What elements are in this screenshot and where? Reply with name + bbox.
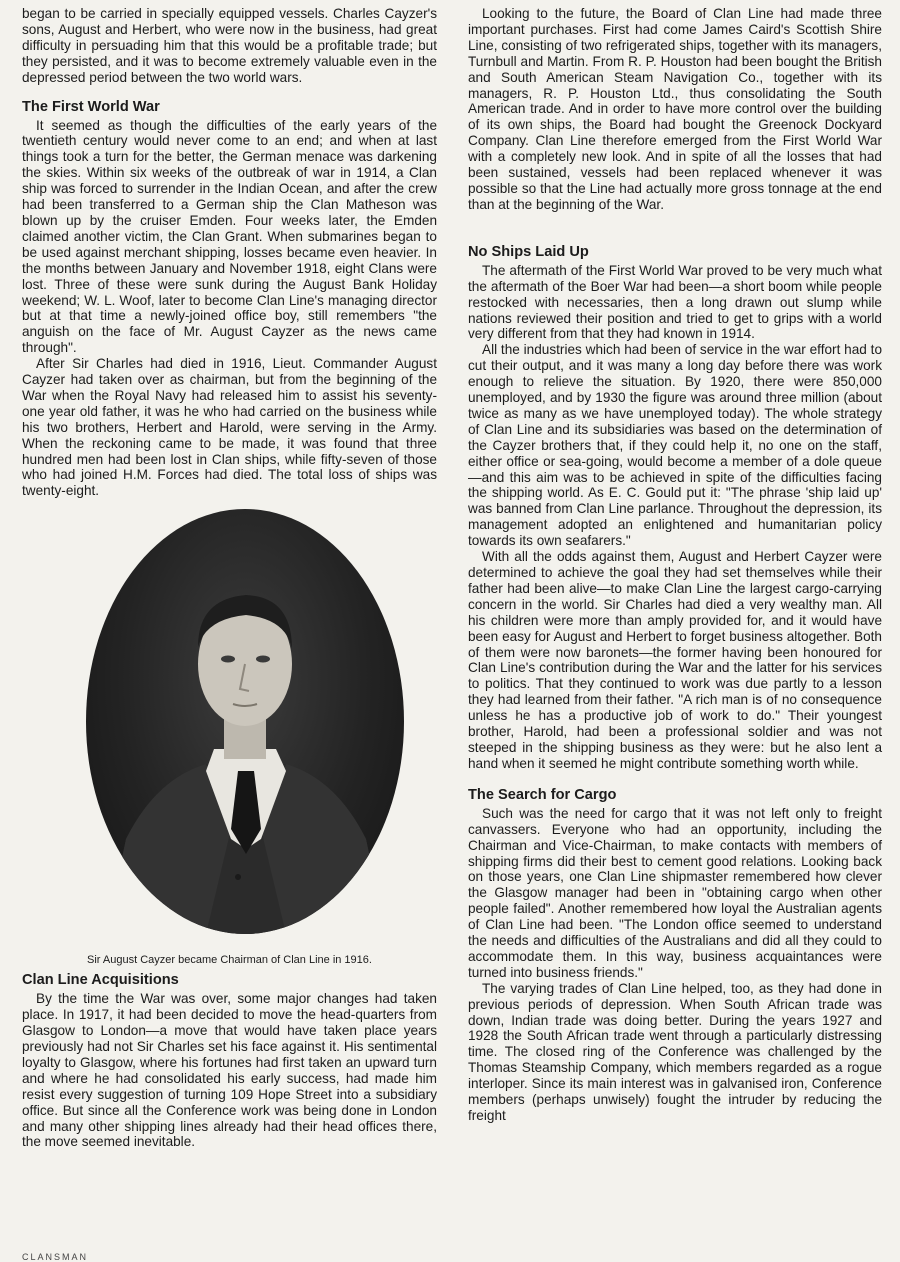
paragraph-war-2: After Sir Charles had died in 1916, Lieut. Commander August Cayzer had taken over as chairman, but from the beginning of the War when the Royal Navy had released him to assist his seventy-one year old father, it was he who had carried on the business while his two brothers, Herbert and Harold, were serving in the Army. When the reckoning came to be made, it was found that three hundred men had been lost in Clan ships, while fifty-seven of those who had joined H.M. Forces had died. The total loss of ships was twenty-eight. (22, 356, 437, 499)
photo-caption: Sir August Cayzer became Chairman of Clan Line in 1916. (87, 954, 372, 967)
paragraph-acquisitions: By the time the War was over, some major changes had taken place. In 1917, it had been decided to move the head-quarters from Glasgow to London—a move that would have taken place years previously had not Sir Charles set his face against it. His sentimental loyalty to Glasgow, where his fortunes had first taken an upward turn and where he had consolidated his early success, had made him resist every suggestion of turning 109 Hope Street into a subsidiary office. But since all the Conference work was being done in London and many other shipping lines already had their head offices there, the move seemed inevitable. (22, 991, 437, 1150)
portrait-illustration (86, 509, 404, 934)
heading-clan-line-acquisitions: Clan Line Acquisitions (22, 972, 179, 989)
paragraph-intro: began to be carried in specially equipped vessels. Charles Cayzer's sons, August and Herbert, who were now in the business, had great difficulty in persuading him that this would be a profitable trade; but they persisted, and it was to become extremely valuable even in the depressed period between the two world wars. (22, 6, 437, 85)
heading-no-ships-laid-up: No Ships Laid Up (468, 243, 589, 260)
paragraph-no-ships-2: All the industries which had been of service in the war effort had to cut their output, and it was many a long day before there was work enough to relieve the situation. By 1920, there were 850,000 unemployed, and by 1930 the figure was around three million (about twice as many as we have unemployed today). The whole strategy of Clan Line and its subsidiaries was based on the determination of the Cayzer brothers that, if they could help it, no one on the staff, either office or sea-going, would become a member of a dole queue—and this aim was to be achieved in spite of the difficulties facing the shipping world. As E. C. Gould put it: "The phrase 'ship laid up' was banned from Clan Line parlance. Throughout the depression, its management adopted an enlightened and humanitarian policy towards its own seafarers." (468, 342, 882, 549)
left-column (22, 6, 437, 1150)
portrait-photo (86, 509, 404, 934)
right-column (468, 6, 882, 1124)
paragraph-no-ships-3: With all the odds against them, August and Herbert Cayzer were determined to achieve the goal they had set themselves while their father had been alive—to make Clan Line the largest cargo-carrying concern in the world. Sir Charles had died a very wealthy man. All his children were more than amply provided for, and it would have been easy for August and Herbert to forget business altogether. Both of them were now baronets—the former having been honoured for Clan Line's contribution during the War and the latter for his services to politics. That they continued to work was due partly to a lesson they had learned from their father. "A rich man is of no consequence unless he has a productive job of work to do." Their youngest brother, Harold, had been a professional soldier and was not steeped in the shipping business as they were: but he also lent a hand when it seemed he might contribute something worth while. (468, 549, 882, 771)
paragraph-war-1: It seemed as though the difficulties of the early years of the twentieth century would never come to an end; and when at last things took a turn for the better, the German menace was darkening the skies. Within six weeks of the outbreak of war in 1914, a Clan ship was forced to surrender in the Indian Ocean, and after the crew had been transferred to a German ship the Clan Matheson was blown up by the cruiser Emden. Four weeks later, the Emden claimed another victim, the Clan Grant. When submarines began to be used against merchant shipping, losses became even heavier. In the months between January and November 1918, eight Clans were lost. Three of these were sunk during the August Bank Holiday weekend; W. L. Woof, later to become Clan Line's managing director but at that time a newly-joined office boy, still remembers "the anguish on the face of Mr. August Cayzer as the news came through". (22, 117, 437, 356)
portrait-figure (22, 509, 437, 949)
paragraph-future: Looking to the future, the Board of Clan Line had made three important purchases. First had come James Caird's Scottish Shire Line, consisting of two refrigerated ships, together with its managers, Turnbull and Martin. From R. P. Houston had been bought the British and South American Steam Navigation Co., together with its managers, R. P. Houston Ltd., thus consolidating the South American trade. And in order to have more control over the building of its own ships, the Board had bought the Greenock Dockyard Company. Clan Line therefore emerged from the First World War with a completely new look. And in spite of all the losses that had been sustained, vessels had been replaced whenever it was possible so that the Line had actually more gross tonnage at the end than at the beginning of the War. (468, 6, 882, 212)
paragraph-search-1: Such was the need for cargo that it was not left only to freight canvassers. Everyone who had an opportunity, including the Chairman and Vice-Chairman, to make contacts with members of shipping firms did their best to cement good relations. Looking back on those years, one Clan Line shipmaster remembered how clever the Glasgow manager had been in "obtaining cargo when other people failed". Another remembered how loyal the Australian agents of Clan Line had been. "The London office seemed to understand the needs and difficulties of the Australians and did all they could to accommodate them. In this way, business acquaintances were turned into business friends." (468, 805, 882, 980)
footer-publication-mark: CLANSMAN (22, 1252, 89, 1262)
paragraph-no-ships-1: The aftermath of the First World War proved to be very much what the aftermath of the Boer War had been—a short boom while people restocked with necessaries, then a long drawn out slump while nations reviewed their position and tried to get to grips with a world very different from that they had known in 1914. (468, 262, 882, 342)
paragraph-search-2: The varying trades of Clan Line helped, too, as they had done in previous periods of depression. When South African trade was down, Indian trade was doing better. During the years 1927 and 1928 the South African trade went through a particularly distressing time. The closed ring of the Conference was challenged by the Thomas Steamship Company, which members regarded as a rogue interloper. Since its main interest was in galvanised iron, Conference members (perhaps unwisely) fought the intruder by reducing the freight (468, 980, 882, 1123)
heading-search-for-cargo: The Search for Cargo (468, 786, 617, 803)
heading-first-world-war: The First World War (22, 98, 160, 115)
